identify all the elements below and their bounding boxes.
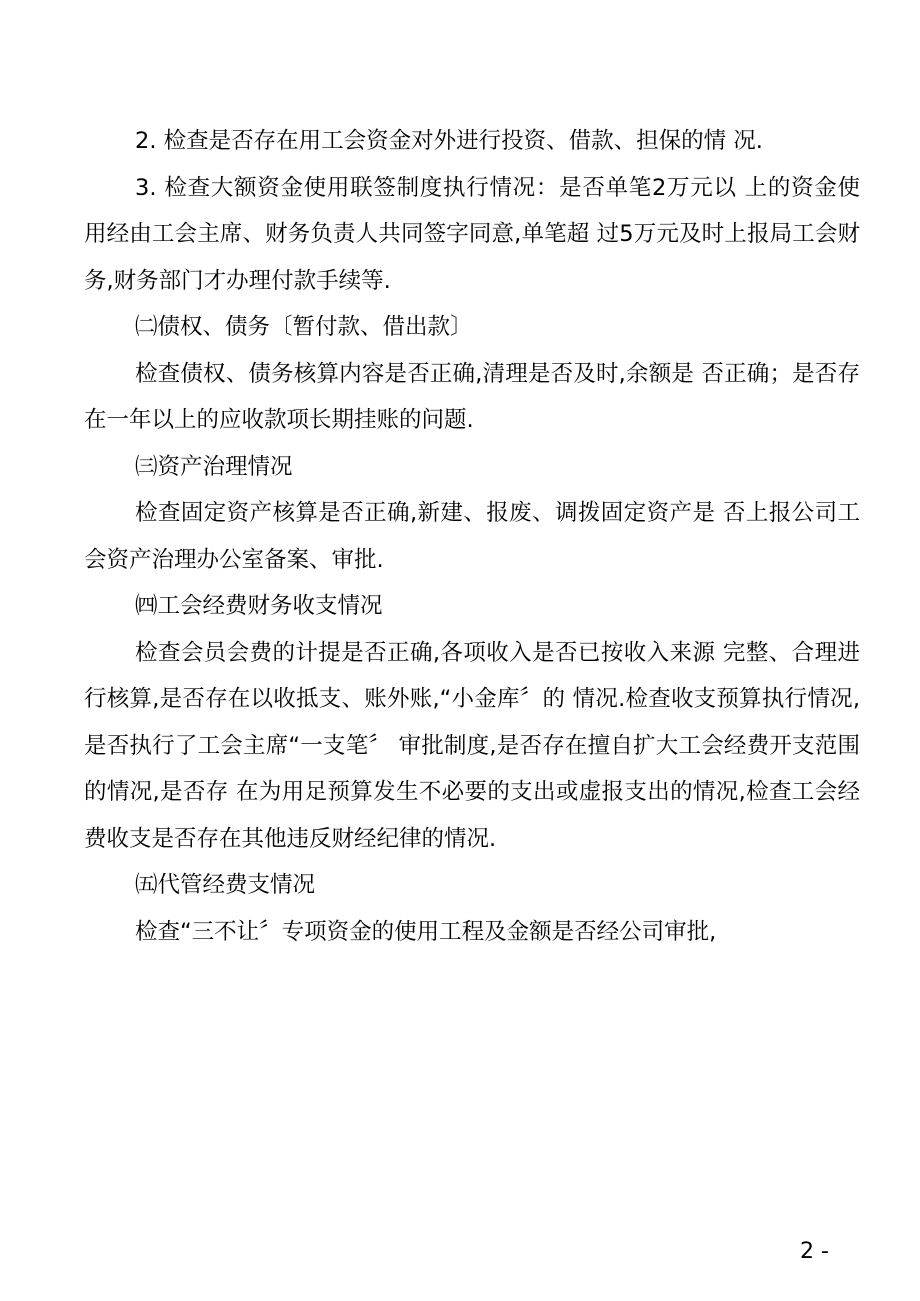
paragraph-special-funds: 检查“三不让〞专项资金的使用工程及金额是否经公司审批, [135,918,717,945]
paragraph-union-funds: 检查会员会费的计提是否正确,各项收入是否已按收入来源 完整、合理进行核算,是否存在以收抵支、账外账,“小金库〞的 情况.检查收支预算执行情况,是否执行了工会主席“一支笔〞 审批制度,是否存在擅自扩大工会经费开支范围的情况,是否存 在为用足预算发生不必要的支出或虚报支出的情况,检查工会经 费收支是否存在其他违反财经纪律的情况. [84,639,860,852]
section-heading-asset-management: ㈢资产治理情况 [135,453,293,480]
section-heading-managed-funds: ㈤代管经费支情况 [135,872,316,898]
page-number: 2 - [800,1239,829,1264]
paragraph-item-2-investment: 2. 检查是否存在用工会资金对外进行投资、借款、担保的情 况. [135,128,763,154]
paragraph-claims-debts: 检查债权、债务核算内容是否正确,清理是否及时,余额是 否正确；是否存在一年以上的应收款项长期挂账的问题. [84,360,860,433]
paragraph-item-3-joint-signature: 3. 检查大额资金使用联签制度执行情况：是否单笔2万元以 上的资金使用经由工会主席、财务负责人共同签字同意,单笔超 过5万元及时上报局工会财务,财务部门才办理付款手续等. [84,174,860,294]
document-body [84,118,860,955]
section-heading-claims-debts: ㈡债权、债务〔暂付款、借出款〕 [135,314,473,340]
section-heading-union-funds: ㈣工会经费财务收支情况 [135,593,383,619]
paragraph-fixed-assets: 检查固定资产核算是否正确,新建、报废、调拨固定资产是 否上报公司工会资产治理办公室备案、审批. [84,500,860,573]
